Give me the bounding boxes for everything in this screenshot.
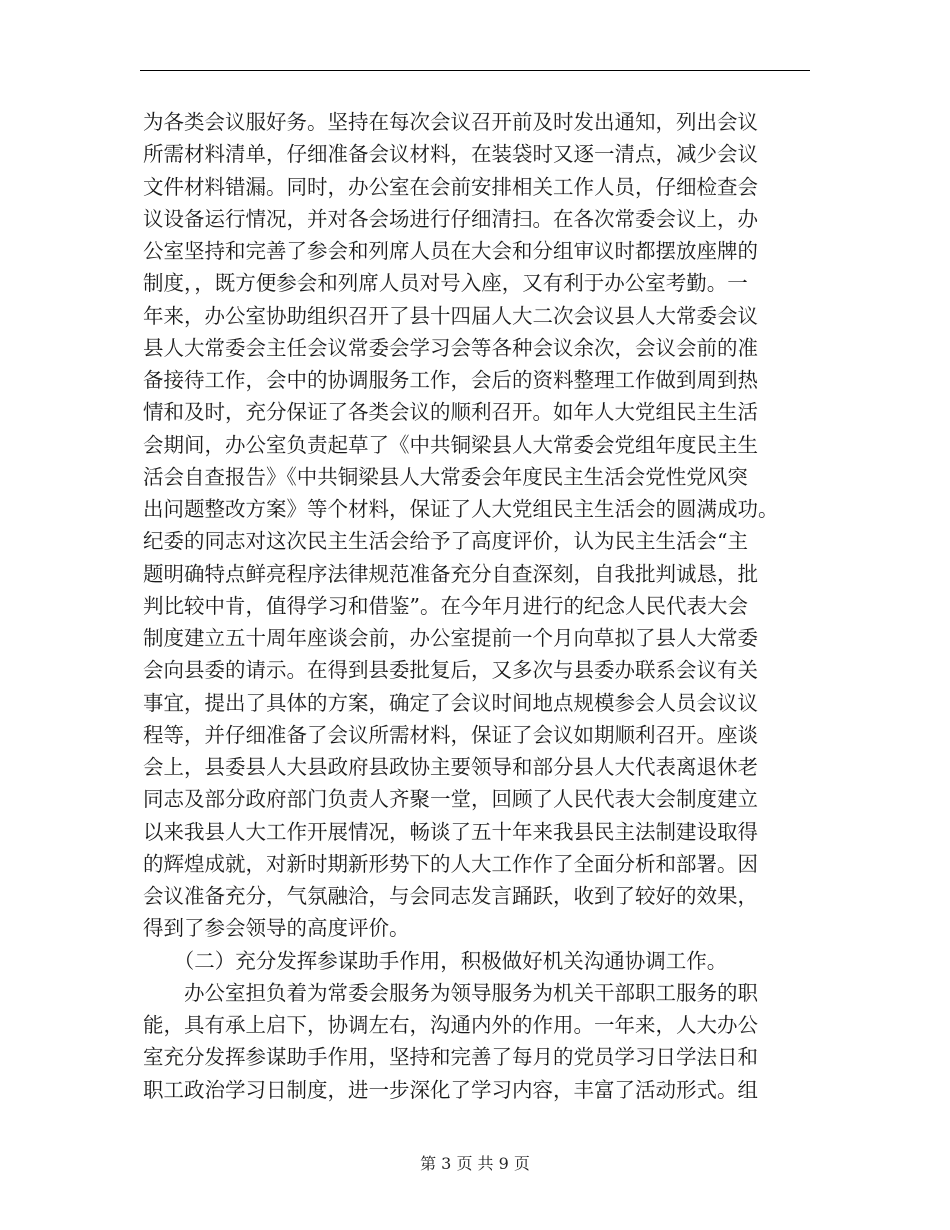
text-line: 情和及时，充分保证了各类会议的顺利召开。如年人大党组民主生活 xyxy=(143,400,758,425)
text-line: 会向县委的请示。在得到县委批复后，又多次与县委办联系会议有关 xyxy=(143,658,758,683)
text-line: 程等，并仔细准备了会议所需材料，保证了会议如期顺利召开。座谈 xyxy=(143,722,758,747)
text-line: 能，具有承上启下，协调左右，沟通内外的作用。一年来，人大办公 xyxy=(143,1013,758,1037)
text-line: 出问题整改方案》等个材料，保证了人大党组民主生活会的圆满成功。 xyxy=(143,497,779,521)
text-line: 以来我县人大工作开展情况，畅谈了五十年来我县民主法制建设取得 xyxy=(143,819,758,844)
text-line: 活会自查报告》《中共铜梁县人大常委会年度民主生活会党性党风突 xyxy=(143,464,748,489)
text-line: 判比较中肯，值得学习和借鉴”。在今年月进行的纪念人民代表大会 xyxy=(143,593,748,618)
text-line: 议设备运行情况，并对各会场进行仔细清扫。在各次常委会议上，办 xyxy=(143,206,758,231)
text-line: 年来，办公室协助组织召开了县十四届人大二次会议县人大常委会议 xyxy=(143,303,758,328)
text-line: 文件材料错漏。同时，办公室在会前安排相关工作人员，仔细检查会 xyxy=(143,174,758,199)
text-line: 会议准备充分，气氛融洽，与会同志发言踊跃，收到了较好的效果， xyxy=(143,884,758,908)
text-line: 所需材料清单，仔细准备会议材料，在装袋时又逐一清点，减少会议 xyxy=(143,142,758,167)
text-line: 备接待工作，会中的协调服务工作，会后的资料整理工作做到周到热 xyxy=(143,368,758,392)
text-line: 职工政治学习日制度，进一步深化了学习内容，丰富了活动形式。组 xyxy=(143,1077,758,1102)
text-line: 纪委的同志对这次民主生活会给予了高度评价，认为民主生活会“主 xyxy=(143,529,748,554)
text-line: 会上，县委县人大县政府县政协主要领导和部分县人大代表离退休老 xyxy=(143,755,758,779)
document-body xyxy=(143,106,811,1106)
text-line: 公室坚持和完善了参会和列席人员在大会和分组审议时都摆放座牌的 xyxy=(143,239,758,263)
text-line: 题明确特点鲜亮程序法律规范准备充分自查深刻，自我批判诚恳，批 xyxy=(143,561,758,586)
text-line: 制度，，既方便参会和列席人员对号入座，又有利于办公室考勤。一 xyxy=(143,271,748,296)
text-line: 县人大常委会主任会议常委会学习会等各种会议余次，会议会前的准 xyxy=(143,335,758,360)
text-line: 得到了参会领导的高度评价。 xyxy=(143,916,410,941)
header-rule xyxy=(140,70,810,71)
text-line: 办公室担负着为常委会服务为领导服务为机关干部职工服务的职 xyxy=(143,980,758,1005)
text-line: 为各类会议服好务。坚持在每次会议召开前及时发出通知，列出会议 xyxy=(143,110,758,134)
text-line: 同志及部分政府部门负责人齐聚一堂，回顾了人民代表大会制度建立 xyxy=(143,787,758,812)
section-heading: （二）充分发挥参谋助手作用，积极做好机关沟通协调工作。 xyxy=(143,948,728,973)
text-line: 会期间，办公室负责起草了《中共铜梁县人大常委会党组年度民主生 xyxy=(143,432,758,457)
text-line: 制度建立五十周年座谈会前，办公室提前一个月向草拟了县人大常委 xyxy=(143,626,758,650)
page-number-footer: 第 3 页 共 9 页 xyxy=(420,1154,530,1173)
text-line: 事宜，提出了具体的方案，确定了会议时间地点规模参会人员会议议 xyxy=(143,690,758,715)
text-line: 室充分发挥参谋助手作用，坚持和完善了每月的党员学习日学法日和 xyxy=(143,1045,758,1070)
text-line: 的辉煌成就，对新时期新形势下的人大工作作了全面分析和部署。因 xyxy=(143,851,758,876)
